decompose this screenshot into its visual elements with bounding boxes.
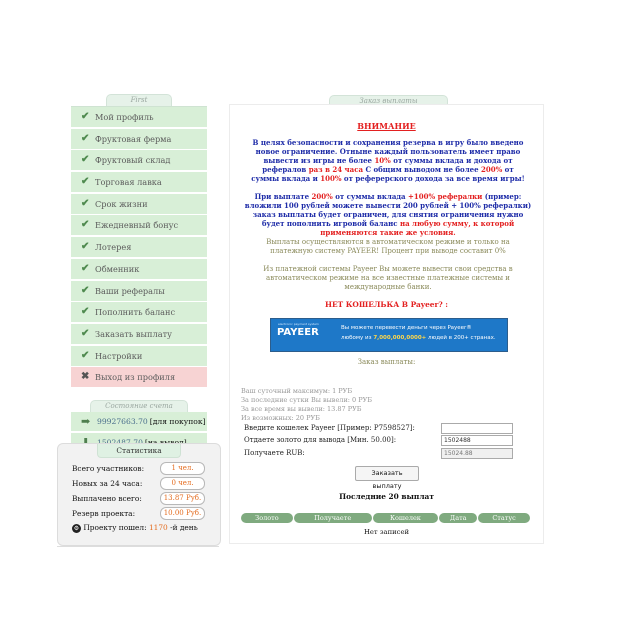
warn-highlight: 10%	[374, 156, 391, 165]
menu-item-label: Заказать выплату	[95, 328, 172, 339]
check-icon: ✔	[81, 176, 90, 188]
stat-value: 10.00 Руб.	[160, 507, 205, 520]
check-icon: ✔	[81, 349, 90, 361]
last-payouts-title: Последние 20 выплат	[339, 492, 434, 501]
warn-text: от суммы вклада и дохода от рефералов	[262, 156, 513, 174]
attention-title: ВНИМАНИЕ	[357, 121, 416, 131]
warn-highlight: на любую сумму, к которой применяются такие же условия.	[320, 219, 515, 237]
menu-item-label: Обменник	[95, 263, 140, 274]
check-icon: ✔	[81, 111, 90, 122]
auto-payout-text: Выплаты осуществляются в автоматическом режиме и только на платежную систему PAYEER! Процент при выводе составит 0%	[266, 238, 510, 255]
amount-label: Отдаете золото для вывода [Мин. 50.00]:	[244, 436, 397, 444]
banner-line-2	[341, 335, 496, 341]
menu-item-warehouse[interactable]	[71, 150, 207, 171]
limit-line: За последние сутки Вы вывели: 0 РУБ	[241, 396, 373, 404]
column-header: Кошелек	[373, 513, 439, 523]
menu-item-shop[interactable]	[71, 172, 207, 193]
menu-item-daily-bonus[interactable]	[71, 215, 207, 236]
column-header: Статус	[478, 513, 530, 523]
menu-item-lottery[interactable]	[71, 237, 207, 258]
receive-label: Получаете RUB:	[244, 449, 305, 457]
stat-label: Выплачено всего:	[72, 494, 142, 503]
project-suffix: -й день	[170, 523, 198, 532]
menu-item-exchange[interactable]	[71, 259, 207, 280]
close-icon: ✖	[81, 371, 90, 383]
purchase-note: [для покупок]	[149, 417, 206, 427]
wallet-label: Введите кошелек Payeer [Пример: P7598527]:	[244, 424, 415, 432]
warn-text: от суммы вклада и	[251, 165, 514, 183]
warning-text-1	[248, 138, 528, 183]
submit-withdraw-button[interactable]: Заказать выплату	[355, 466, 419, 481]
warn-text: При выплате	[254, 192, 312, 201]
warn-highlight: 200%	[311, 192, 333, 201]
payeer-info-text: Из платежной системы Payeer Вы можете вывести свои средства в автоматическом режиме на все известные платежные системы и международные банки.	[263, 265, 513, 291]
warn-highlight: раз в 24 часа	[308, 165, 364, 174]
warn-highlight: +100% рефералки	[408, 192, 483, 201]
menu-item-label: Торговая лавка	[95, 177, 162, 188]
stat-value: 1 чел.	[160, 462, 205, 475]
warn-text: С общим выводом не более	[363, 165, 481, 174]
menu-item-deposit[interactable]	[71, 302, 207, 323]
receive-output: 15024.88	[441, 448, 513, 459]
main-tab-title: Заказ выплаты	[329, 95, 448, 106]
menu-item-label: Мой профиль	[95, 112, 154, 122]
left-column	[71, 94, 207, 454]
stat-label: Резерв проекта:	[72, 509, 136, 518]
menu-item-label: Фруктовая ферма	[95, 133, 172, 144]
warning-text-2	[244, 192, 532, 237]
check-icon: ✔	[81, 327, 90, 339]
stat-label: Новых за 24 часа:	[72, 479, 143, 488]
warn-highlight: 100%	[320, 174, 342, 183]
stat-value: 0 чел.	[160, 477, 205, 490]
column-header: Дата	[439, 513, 477, 523]
menu-item-withdraw[interactable]	[71, 324, 207, 345]
account-title: Состояние счета	[90, 400, 188, 412]
warn-text: (пример: вложили 100 рублей можете вывести 200 рублей + 100% рефералки) заказ выплаты будет ограничен, для снятия ограничения нужно будет пополнить игровой баланс	[244, 192, 532, 228]
menu-item-label: Настройки	[95, 350, 143, 361]
stat-value: 13.87 Руб.	[160, 492, 205, 505]
menu-item-profile[interactable]	[71, 107, 207, 128]
menu-item-label: Фруктовый склад	[95, 155, 171, 166]
arrow-right-icon: ➡	[81, 415, 91, 429]
menu-item-label: Выход из профиля	[95, 372, 176, 383]
menu-item-logout[interactable]	[71, 367, 207, 388]
payouts-table-header	[241, 513, 531, 523]
banner-line-1: Вы можете перевести деньги через Payeer®	[341, 325, 472, 331]
stats-title: Статистика	[97, 444, 181, 458]
column-header: Получаете	[294, 513, 372, 523]
amount-input[interactable]: 1502488	[441, 435, 513, 446]
warn-text: от реферерского дохода за все время игры!	[341, 174, 525, 183]
check-icon: ✔	[81, 132, 90, 144]
gear-icon: ⚙	[73, 525, 80, 532]
warn-text: от суммы вклада	[332, 192, 409, 201]
order-title: Заказ выплаты:	[357, 358, 416, 366]
banner-amount: 7,000,000,0000+	[373, 335, 427, 341]
project-days: 1170	[148, 523, 168, 532]
check-icon: ✔	[81, 284, 90, 296]
limit-line: Ваш суточный максимум: 1 РУБ	[241, 387, 353, 395]
warn-text: В целях безопасности и сохранения резерва в игру было введено новое ограничение. Отныне каждый пользователь имеет право вывести из игры не более	[252, 138, 524, 165]
check-icon: ✔	[81, 306, 90, 318]
check-icon: ✔	[81, 241, 90, 253]
stats-panel	[57, 443, 221, 546]
check-icon: ✔	[81, 262, 90, 274]
purchase-balance: 99927663.70	[97, 417, 148, 427]
withdraw-panel	[230, 105, 543, 543]
menu-item-settings[interactable]	[71, 346, 207, 367]
banner-logo-sub: electronic payment system	[278, 322, 319, 326]
check-icon: ✔	[81, 197, 90, 209]
check-icon: ✔	[81, 154, 90, 166]
menu-item-farm[interactable]	[71, 129, 207, 150]
no-records-text: Нет записей	[363, 528, 410, 536]
menu-item-label: Ежедневный бонус	[95, 220, 179, 231]
menu-item-referrals[interactable]	[71, 281, 207, 302]
stat-label: Всего участников:	[72, 464, 145, 473]
divider	[57, 546, 219, 547]
banner-text: людей в 200+ странах.	[426, 335, 496, 341]
no-wallet-text: НЕТ КОШЕЛЬКА В Payeer? :	[325, 300, 448, 309]
limit-line: Из возможных: 20 РУБ	[241, 414, 320, 422]
column-header: Золото	[241, 513, 293, 523]
project-days-row	[72, 523, 198, 533]
wallet-input[interactable]	[441, 423, 513, 434]
check-icon: ✔	[81, 219, 90, 231]
banner-text: любому из	[341, 335, 374, 341]
warn-highlight: 200%	[480, 165, 503, 174]
menu-item-label: Ваши рефералы	[95, 285, 165, 296]
limit-line: За все время вы вывели: 13.87 РУБ	[241, 405, 362, 413]
project-prefix: Проекту пошел:	[83, 523, 147, 532]
payeer-banner[interactable]	[270, 318, 508, 352]
menu-item-label: Срок жизни	[95, 198, 148, 209]
main-menu	[71, 106, 207, 388]
menu-item-lifetime[interactable]	[71, 194, 207, 215]
menu-item-label: Лотерея	[95, 242, 132, 253]
payeer-logo: PAYEER	[277, 327, 319, 338]
menu-item-label: Пополнить баланс	[95, 307, 176, 318]
account-purchase-row[interactable]	[71, 412, 207, 433]
menu-title: First	[106, 94, 172, 106]
